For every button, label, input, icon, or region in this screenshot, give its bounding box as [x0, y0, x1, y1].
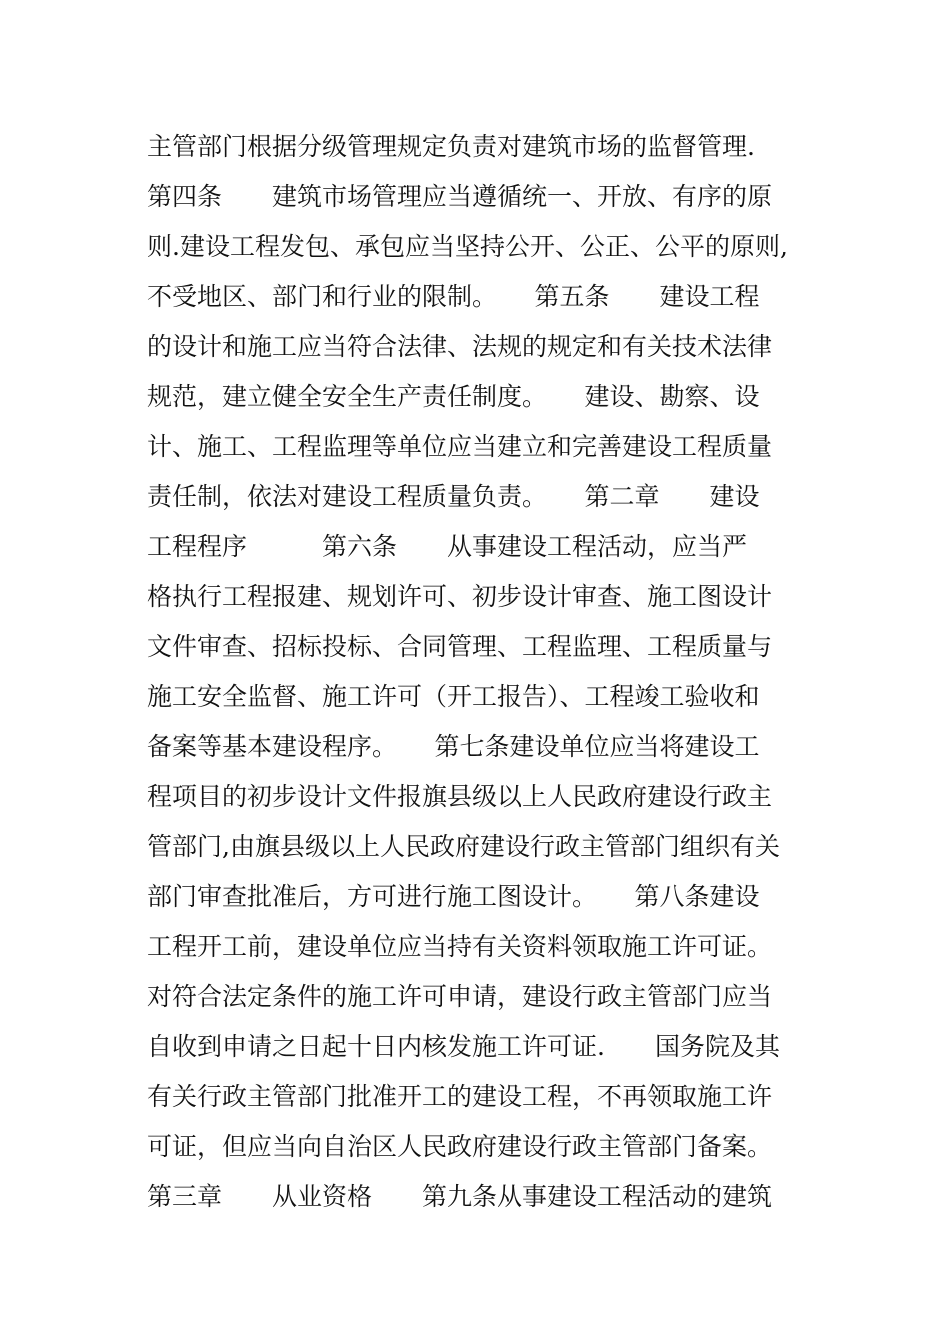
text-line: 工程程序 第六条 从事建设工程活动，应当严 — [147, 532, 748, 561]
text-line: 管部门,由旗县级以上人民政府建设行政主管部门组织有关 — [147, 832, 780, 861]
text-line: 文件审查、招标投标、合同管理、工程监理、工程质量与 — [147, 632, 773, 661]
text-line: 工程开工前，建设单位应当持有关资料领取施工许可证。 — [147, 932, 773, 961]
text-line: 计、施工、工程监理等单位应当建立和完善建设工程质量 — [147, 432, 773, 461]
text-line: 施工安全监督、施工许可（开工报告）、工程竣工验收和 — [147, 682, 760, 711]
text-line: 则.建设工程发包、承包应当坚持公开、公正、公平的原则, — [147, 232, 788, 261]
text-line: 可证，但应当向自治区人民政府建设行政主管部门备案。 — [147, 1132, 773, 1161]
text-line: 主管部门根据分级管理规定负责对建筑市场的监督管理. — [147, 132, 755, 161]
text-line: 有关行政主管部门批准开工的建设工程，不再领取施工许 — [147, 1082, 773, 1111]
text-line: 自收到申请之日起十日内核发施工许可证. 国务院及其 — [147, 1032, 780, 1061]
text-line: 规范，建立健全安全生产责任制度。 建设、勘察、设 — [147, 382, 760, 411]
text-line: 的设计和施工应当符合法律、法规的规定和有关技术法律 — [147, 332, 773, 361]
text-line: 备案等基本建设程序。 第七条建设单位应当将建设工 — [147, 732, 760, 761]
text-line: 责任制，依法对建设工程质量负责。 第二章 建设 — [147, 482, 760, 511]
document-body — [147, 122, 807, 1222]
text-line: 第四条 建筑市场管理应当遵循统一、开放、有序的原 — [147, 182, 773, 211]
text-line: 部门审查批准后，方可进行施工图设计。 第八条建设 — [147, 882, 760, 911]
text-line: 第三章 从业资格 第九条从事建设工程活动的建筑 — [147, 1182, 773, 1211]
text-line: 格执行工程报建、规划许可、初步设计审查、施工图设计 — [147, 582, 773, 611]
text-line: 不受地区、部门和行业的限制。 第五条 建设工程 — [147, 282, 760, 311]
text-line: 对符合法定条件的施工许可申请，建设行政主管部门应当 — [147, 982, 773, 1011]
text-line: 程项目的初步设计文件报旗县级以上人民政府建设行政主 — [147, 782, 773, 811]
